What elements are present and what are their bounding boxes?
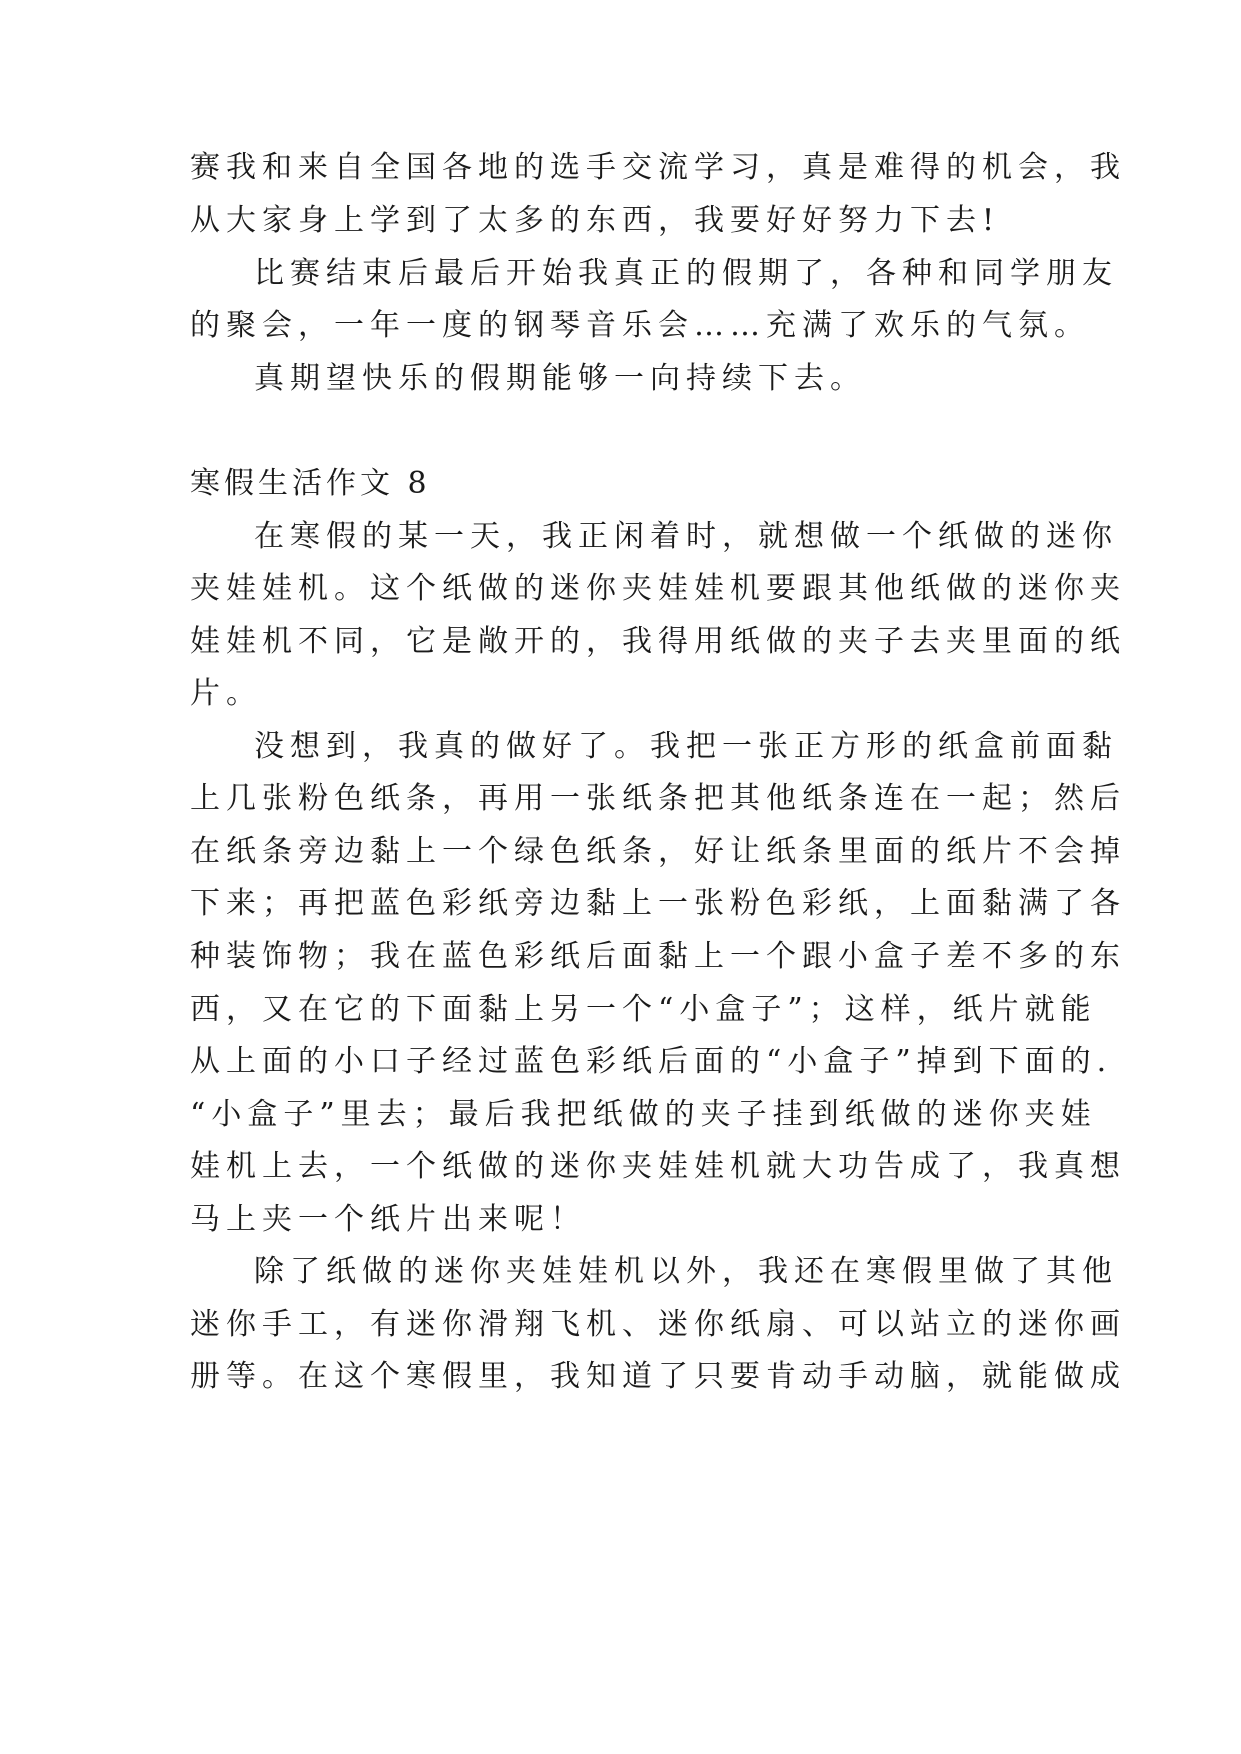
text-line: “小盒子”里去；最后我把纸做的夹子挂到纸做的迷你夹娃 — [190, 1097, 1097, 1132]
text-line: 赛我和来自全国各地的选手交流学习，真是难得的机会，我 — [190, 150, 1126, 185]
text-line: 娃娃机不同，它是敞开的，我得用纸做的夹子去夹里面的纸 — [190, 624, 1126, 659]
text-line: 下来；再把蓝色彩纸旁边黏上一张粉色彩纸，上面黏满了各 — [190, 886, 1126, 921]
text-line: 在纸条旁边黏上一个绿色纸条，好让纸条里面的纸片不会掉 — [190, 834, 1126, 869]
text-line: 上几张粉色纸条，再用一张纸条把其他纸条连在一起；然后 — [190, 781, 1126, 816]
text-line: 片。 — [190, 676, 262, 711]
text-line: 的聚会，一年一度的钢琴音乐会……充满了欢乐的气氛。 — [190, 308, 1090, 343]
text-line: 册等。在这个寒假里，我知道了只要肯动手动脑，就能做成 — [190, 1359, 1126, 1394]
text-line: 在寒假的某一天，我正闲着时，就想做一个纸做的迷你 — [254, 519, 1118, 554]
section-title: 寒假生活作文 8 — [190, 466, 431, 501]
text-line: 没想到，我真的做好了。我把一张正方形的纸盒前面黏 — [254, 729, 1118, 764]
text-line: 夹娃娃机。这个纸做的迷你夹娃娃机要跟其他纸做的迷你夹 — [190, 571, 1126, 606]
text-line: 除了纸做的迷你夹娃娃机以外，我还在寒假里做了其他 — [254, 1254, 1118, 1289]
text-line: 从上面的小口子经过蓝色彩纸后面的“小盒子”掉到下面的. — [190, 1044, 1113, 1079]
text-line: 种装饰物；我在蓝色彩纸后面黏上一个跟小盒子差不多的东 — [190, 939, 1126, 974]
text-line: 真期望快乐的假期能够一向持续下去。 — [254, 361, 866, 396]
text-line: 西，又在它的下面黏上另一个“小盒子”；这样，纸片就能 — [190, 992, 1097, 1027]
text-line: 娃机上去，一个纸做的迷你夹娃娃机就大功告成了，我真想 — [190, 1149, 1126, 1184]
document-page — [190, 0, 1126, 1754]
text-line: 迷你手工，有迷你滑翔飞机、迷你纸扇、可以站立的迷你画 — [190, 1307, 1126, 1342]
text-line: 从大家身上学到了太多的东西，我要好好努力下去! — [190, 203, 1001, 238]
text-line: 比赛结束后最后开始我真正的假期了，各种和同学朋友 — [254, 256, 1118, 291]
text-line: 马上夹一个纸片出来呢！ — [190, 1202, 586, 1237]
